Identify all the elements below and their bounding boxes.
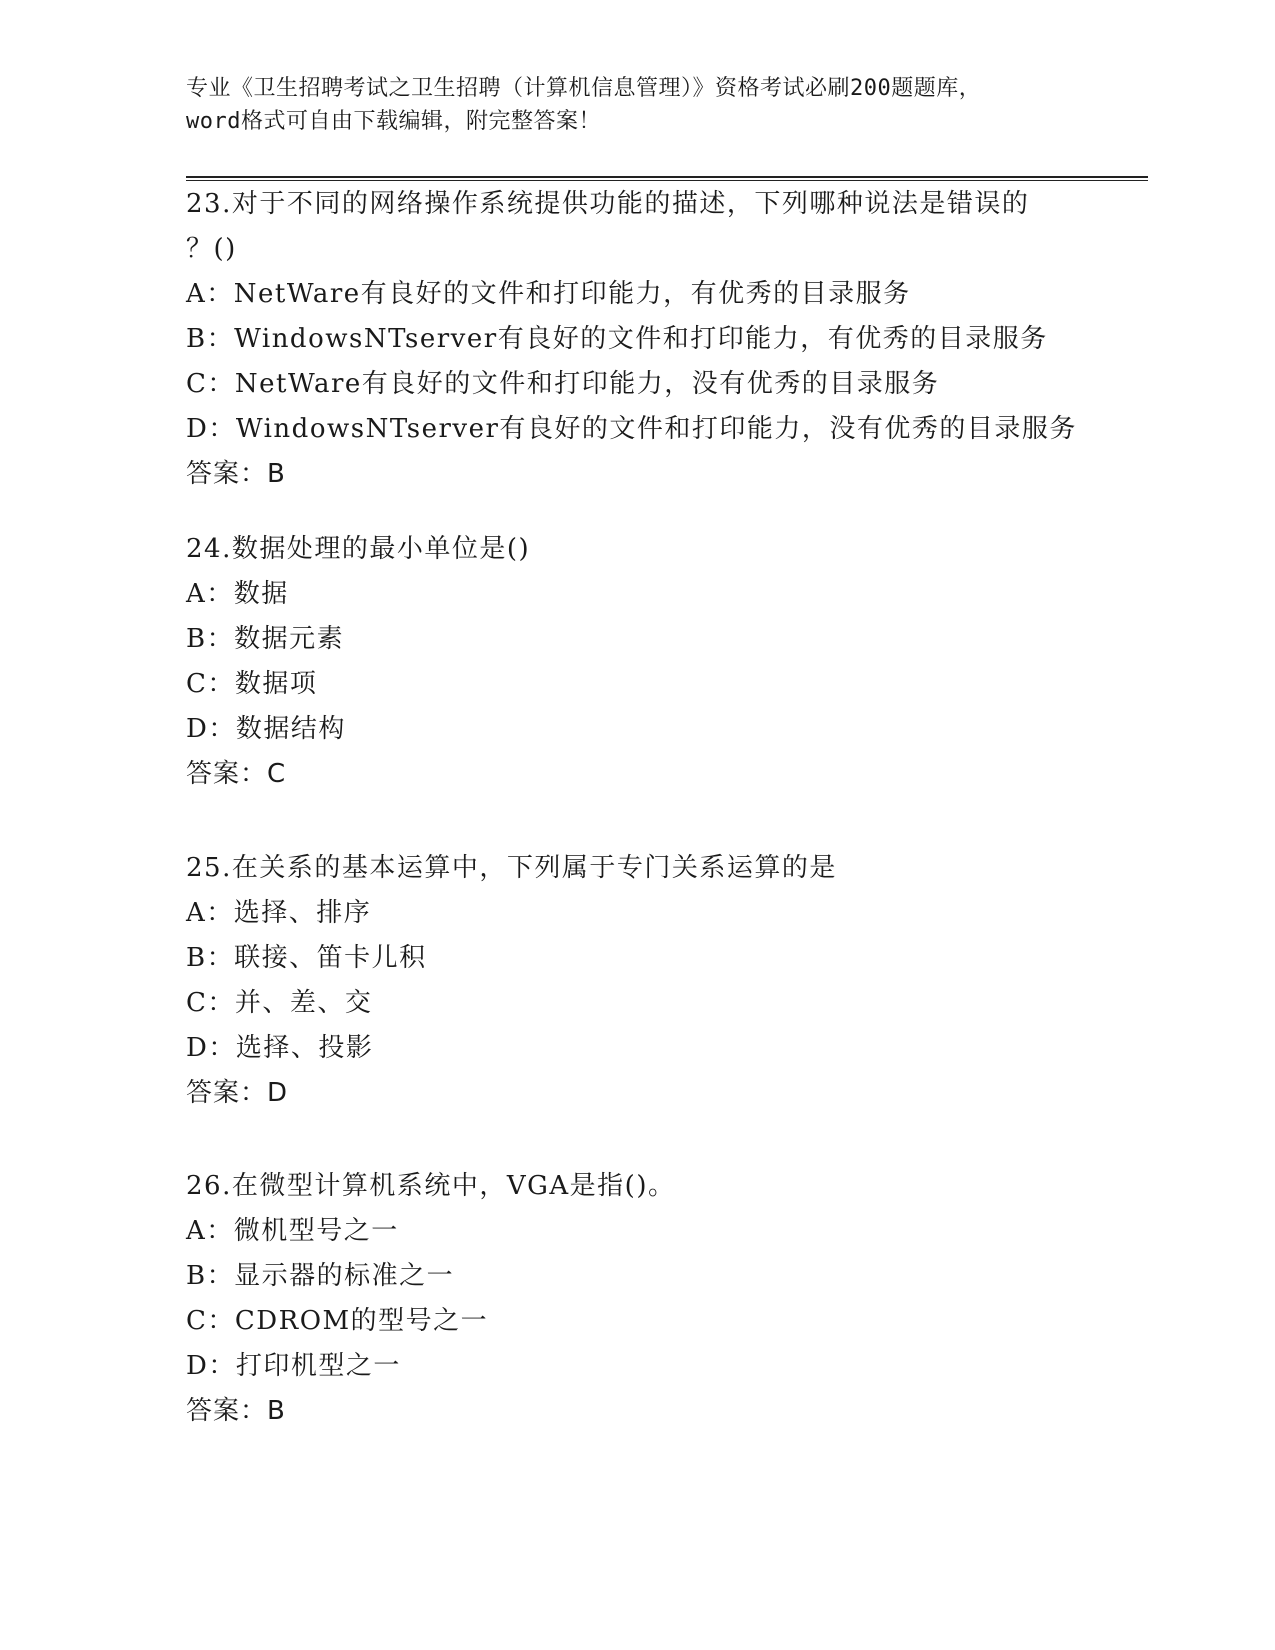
option-d: D：选择、投影 <box>186 1033 374 1063</box>
header-line-2: word格式可自由下载编辑，附完整答案！ <box>186 109 601 134</box>
option-c: C：NetWare有良好的文件和打印能力，没有优秀的目录服务 <box>186 369 940 399</box>
option-d: D：数据结构 <box>186 714 346 744</box>
option-b: B：显示器的标准之一 <box>186 1261 455 1291</box>
option-a: A：微机型号之一 <box>186 1216 399 1246</box>
question-stem-continued: ？() <box>186 234 237 264</box>
option-d: D：WindowsNTserver有良好的文件和打印能力，没有优秀的目录服务 <box>186 414 1077 444</box>
option-c: C：并、差、交 <box>186 988 373 1018</box>
answer: 答案：C <box>186 759 287 789</box>
option-b: B：WindowsNTserver有良好的文件和打印能力，有优秀的目录服务 <box>186 324 1048 354</box>
answer: 答案：B <box>186 1396 286 1426</box>
question-24 <box>186 527 1086 797</box>
option-a: A：选择、排序 <box>186 898 372 928</box>
option-a: A：数据 <box>186 579 289 609</box>
option-d: D：打印机型之一 <box>186 1351 401 1381</box>
option-c: C：CDROM的型号之一 <box>186 1306 489 1336</box>
question-25 <box>186 846 1086 1116</box>
header-line-1: 专业《卫生招聘考试之卫生招聘（计算机信息管理）》资格考试必刷200题题库， <box>186 76 982 101</box>
question-stem: 26.在微型计算机系统中，VGA是指()。 <box>186 1171 676 1201</box>
option-c: C：数据项 <box>186 669 318 699</box>
question-stem: 24.数据处理的最小单位是() <box>186 534 531 564</box>
answer: 答案：B <box>186 459 286 489</box>
document-header <box>186 72 1086 138</box>
question-23 <box>186 182 1086 497</box>
question-26 <box>186 1164 1086 1434</box>
question-stem: 25.在关系的基本运算中，下列属于专门关系运算的是 <box>186 853 837 883</box>
option-a: A：NetWare有良好的文件和打印能力，有优秀的目录服务 <box>186 279 911 309</box>
option-b: B：数据元素 <box>186 624 345 654</box>
question-stem: 23.对于不同的网络操作系统提供功能的描述，下列哪种说法是错误的 <box>186 189 1030 219</box>
answer: 答案：D <box>186 1078 289 1108</box>
header-divider <box>186 176 1148 181</box>
option-b: B：联接、笛卡儿积 <box>186 943 427 973</box>
